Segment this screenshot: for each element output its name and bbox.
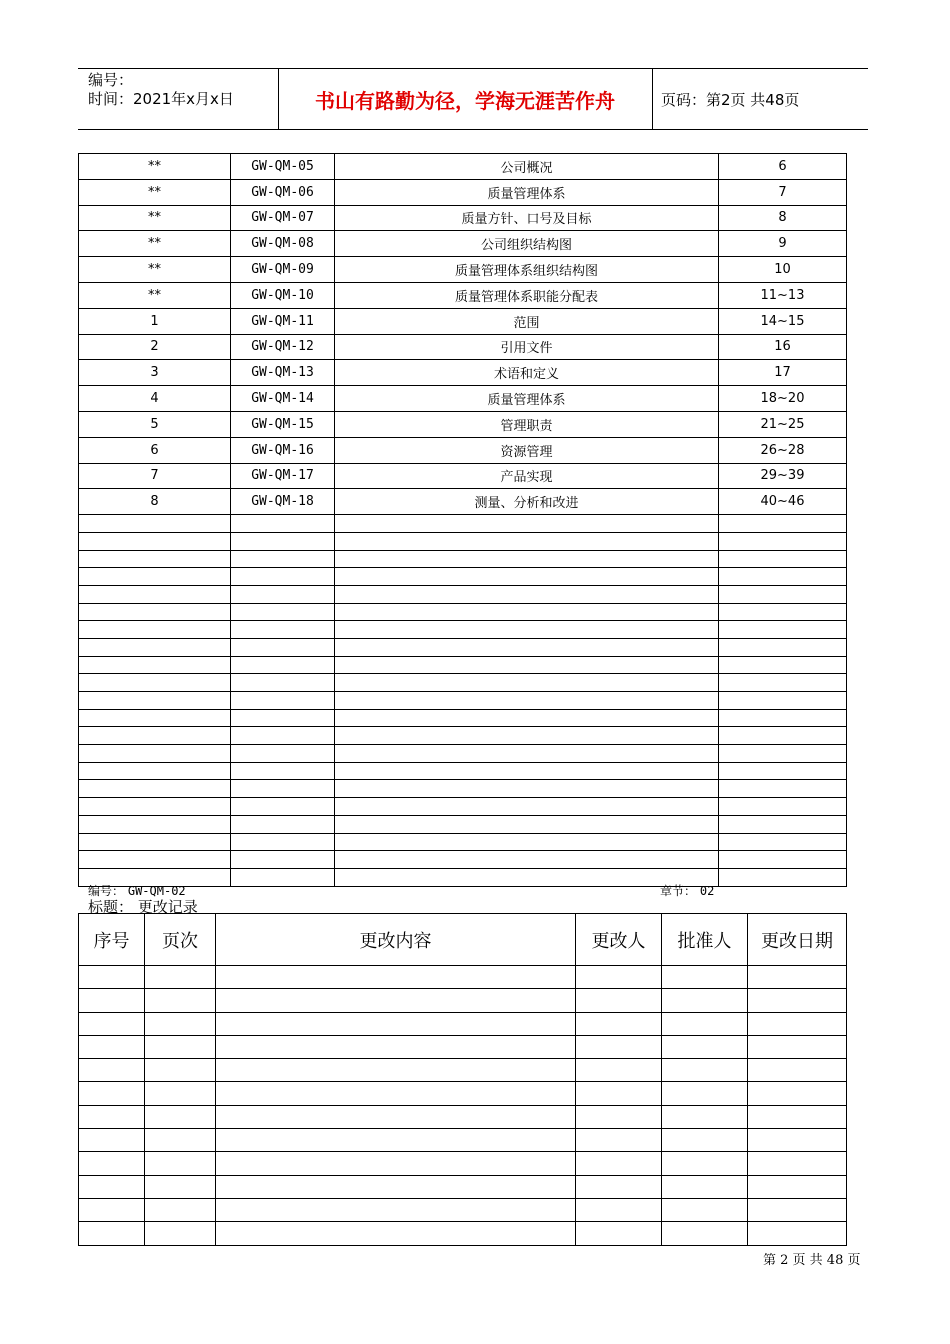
- empty-cell: [79, 727, 231, 745]
- empty-row: [79, 709, 847, 727]
- empty-cell: [335, 762, 719, 780]
- toc-serial: 8: [79, 489, 231, 515]
- change-table-header: [79, 914, 847, 966]
- toc-serial: **: [79, 231, 231, 257]
- empty-cell: [719, 585, 847, 603]
- toc-code: GW-QM-06: [231, 179, 335, 205]
- empty-cell: [79, 1035, 145, 1058]
- toc-serial: 1: [79, 308, 231, 334]
- empty-cell: [79, 621, 231, 639]
- toc-pages: 10: [719, 257, 847, 283]
- empty-cell: [231, 674, 335, 692]
- empty-cell: [79, 745, 231, 763]
- table-row: [79, 179, 847, 205]
- empty-cell: [231, 833, 335, 851]
- empty-cell: [231, 692, 335, 710]
- empty-cell: [335, 621, 719, 639]
- empty-cell: [335, 745, 719, 763]
- empty-cell: [335, 550, 719, 568]
- toc-serial: **: [79, 205, 231, 231]
- empty-cell: [231, 798, 335, 816]
- empty-cell: [79, 656, 231, 674]
- empty-cell: [662, 1082, 748, 1105]
- empty-cell: [79, 585, 231, 603]
- empty-cell: [79, 550, 231, 568]
- header-modifier: 更改人: [576, 914, 662, 966]
- empty-cell: [719, 762, 847, 780]
- empty-cell: [145, 1198, 216, 1221]
- toc-pages: 16: [719, 334, 847, 360]
- header-motto: 书山有路勤为径，学海无涯苦作舟: [315, 88, 615, 113]
- change-table-body: [79, 966, 847, 1246]
- empty-row: [79, 745, 847, 763]
- empty-cell: [216, 1105, 576, 1128]
- table-row: [79, 257, 847, 283]
- toc-pages: 6: [719, 154, 847, 180]
- empty-cell: [145, 1105, 216, 1128]
- empty-cell: [145, 1035, 216, 1058]
- empty-cell: [576, 1059, 662, 1082]
- header-divider: [652, 69, 653, 129]
- empty-cell: [335, 603, 719, 621]
- document-number-value: GW-QM-02: [127, 884, 186, 898]
- header-content: 更改内容: [216, 914, 576, 966]
- toc-serial: 5: [79, 411, 231, 437]
- toc-pages: 17: [719, 360, 847, 386]
- change-row: [79, 1105, 847, 1128]
- toc-code: GW-QM-15: [231, 411, 335, 437]
- empty-cell: [662, 1198, 748, 1221]
- empty-cell: [719, 621, 847, 639]
- empty-cell: [662, 1129, 748, 1152]
- empty-cell: [79, 692, 231, 710]
- toc-serial: 4: [79, 386, 231, 412]
- empty-cell: [335, 815, 719, 833]
- empty-cell: [576, 1035, 662, 1058]
- empty-row: [79, 638, 847, 656]
- table-row: [79, 360, 847, 386]
- empty-cell: [335, 709, 719, 727]
- toc-title: 测量、分析和改进: [335, 489, 719, 515]
- header-date: 更改日期: [748, 914, 847, 966]
- empty-cell: [79, 833, 231, 851]
- empty-cell: [748, 966, 847, 989]
- empty-cell: [662, 1175, 748, 1198]
- empty-cell: [231, 515, 335, 533]
- toc-code: GW-QM-16: [231, 437, 335, 463]
- table-row: [79, 205, 847, 231]
- empty-cell: [662, 1105, 748, 1128]
- toc-code: GW-QM-12: [231, 334, 335, 360]
- empty-cell: [79, 966, 145, 989]
- empty-cell: [662, 1059, 748, 1082]
- header-time-label: 时间：2021年x月x日: [88, 90, 234, 108]
- empty-cell: [662, 989, 748, 1012]
- empty-cell: [335, 568, 719, 586]
- toc-code: GW-QM-17: [231, 463, 335, 489]
- empty-cell: [79, 532, 231, 550]
- empty-cell: [216, 1082, 576, 1105]
- empty-cell: [79, 1012, 145, 1035]
- empty-cell: [231, 656, 335, 674]
- empty-cell: [79, 798, 231, 816]
- empty-cell: [216, 1222, 576, 1245]
- empty-cell: [335, 833, 719, 851]
- empty-row: [79, 621, 847, 639]
- empty-cell: [79, 515, 231, 533]
- empty-cell: [231, 780, 335, 798]
- toc-title: 产品实现: [335, 463, 719, 489]
- toc-serial: 7: [79, 463, 231, 489]
- empty-cell: [231, 621, 335, 639]
- chapter-value: 02: [699, 884, 715, 898]
- header-approver: 批准人: [662, 914, 748, 966]
- empty-cell: [748, 1012, 847, 1035]
- empty-cell: [335, 532, 719, 550]
- toc-code: GW-QM-14: [231, 386, 335, 412]
- empty-cell: [231, 585, 335, 603]
- change-row: [79, 1059, 847, 1082]
- empty-cell: [719, 709, 847, 727]
- empty-cell: [576, 1129, 662, 1152]
- toc-code: GW-QM-18: [231, 489, 335, 515]
- empty-cell: [231, 603, 335, 621]
- empty-cell: [145, 1152, 216, 1175]
- toc-serial: 3: [79, 360, 231, 386]
- header-serial: 序号: [79, 914, 145, 966]
- toc-serial: **: [79, 179, 231, 205]
- empty-cell: [576, 1175, 662, 1198]
- empty-cell: [335, 656, 719, 674]
- empty-row: [79, 868, 847, 886]
- empty-cell: [231, 568, 335, 586]
- empty-row: [79, 762, 847, 780]
- toc-code: GW-QM-13: [231, 360, 335, 386]
- empty-cell: [719, 603, 847, 621]
- empty-row: [79, 674, 847, 692]
- empty-cell: [748, 1105, 847, 1128]
- toc-title: 质量管理体系职能分配表: [335, 282, 719, 308]
- empty-cell: [748, 1175, 847, 1198]
- toc-pages: 11~13: [719, 282, 847, 308]
- empty-cell: [719, 550, 847, 568]
- empty-cell: [719, 851, 847, 869]
- empty-cell: [719, 568, 847, 586]
- header-page-info: 页码：第2页 共48页: [661, 90, 800, 109]
- toc-pages: 26~28: [719, 437, 847, 463]
- empty-cell: [576, 1082, 662, 1105]
- empty-row: [79, 833, 847, 851]
- empty-cell: [335, 515, 719, 533]
- toc-pages: 14~15: [719, 308, 847, 334]
- toc-code: GW-QM-11: [231, 308, 335, 334]
- empty-cell: [719, 798, 847, 816]
- empty-cell: [662, 1035, 748, 1058]
- empty-cell: [719, 656, 847, 674]
- empty-row: [79, 550, 847, 568]
- change-row: [79, 1175, 847, 1198]
- change-row: [79, 1082, 847, 1105]
- empty-cell: [231, 532, 335, 550]
- toc-title: 术语和定义: [335, 360, 719, 386]
- empty-row: [79, 727, 847, 745]
- empty-cell: [576, 1012, 662, 1035]
- empty-cell: [719, 515, 847, 533]
- section-title-value: 更改记录: [137, 898, 198, 916]
- empty-row: [79, 515, 847, 533]
- empty-cell: [748, 1129, 847, 1152]
- empty-cell: [719, 780, 847, 798]
- empty-cell: [719, 868, 847, 886]
- table-row: [79, 489, 847, 515]
- empty-cell: [662, 1222, 748, 1245]
- empty-cell: [216, 966, 576, 989]
- empty-row: [79, 585, 847, 603]
- empty-cell: [748, 989, 847, 1012]
- empty-cell: [79, 638, 231, 656]
- empty-row: [79, 603, 847, 621]
- empty-cell: [216, 1198, 576, 1221]
- table-row: [79, 463, 847, 489]
- header-meta: [88, 71, 234, 109]
- empty-row: [79, 532, 847, 550]
- empty-cell: [719, 815, 847, 833]
- empty-cell: [79, 568, 231, 586]
- toc-pages: 40~46: [719, 489, 847, 515]
- empty-cell: [719, 638, 847, 656]
- toc-title: 质量管理体系: [335, 179, 719, 205]
- table-row: [79, 282, 847, 308]
- empty-row: [79, 798, 847, 816]
- empty-cell: [662, 1152, 748, 1175]
- empty-cell: [216, 989, 576, 1012]
- section-title-label: 标题：: [88, 898, 134, 916]
- empty-cell: [145, 1129, 216, 1152]
- change-row: [79, 1129, 847, 1152]
- empty-cell: [79, 780, 231, 798]
- empty-cell: [748, 1222, 847, 1245]
- change-row: [79, 989, 847, 1012]
- empty-cell: [79, 1198, 145, 1221]
- empty-cell: [748, 1035, 847, 1058]
- empty-cell: [79, 603, 231, 621]
- empty-cell: [216, 1129, 576, 1152]
- contents-table-body: [79, 154, 847, 887]
- toc-pages: 18~20: [719, 386, 847, 412]
- empty-row: [79, 692, 847, 710]
- empty-cell: [79, 1129, 145, 1152]
- empty-cell: [719, 674, 847, 692]
- table-row: [79, 334, 847, 360]
- toc-serial: **: [79, 257, 231, 283]
- empty-cell: [79, 1082, 145, 1105]
- empty-row: [79, 780, 847, 798]
- empty-cell: [79, 1105, 145, 1128]
- empty-cell: [231, 550, 335, 568]
- empty-cell: [79, 709, 231, 727]
- chapter: [660, 882, 714, 899]
- empty-cell: [719, 727, 847, 745]
- empty-cell: [748, 1082, 847, 1105]
- toc-code: GW-QM-07: [231, 205, 335, 231]
- change-row: [79, 966, 847, 989]
- toc-pages: 9: [719, 231, 847, 257]
- toc-code: GW-QM-09: [231, 257, 335, 283]
- empty-cell: [335, 585, 719, 603]
- toc-pages: 21~25: [719, 411, 847, 437]
- document-number-label: 编号：: [88, 884, 125, 898]
- empty-cell: [145, 966, 216, 989]
- toc-title: 管理职责: [335, 411, 719, 437]
- empty-cell: [231, 709, 335, 727]
- empty-cell: [335, 727, 719, 745]
- empty-cell: [662, 966, 748, 989]
- empty-cell: [576, 989, 662, 1012]
- empty-row: [79, 815, 847, 833]
- empty-cell: [576, 966, 662, 989]
- empty-cell: [79, 815, 231, 833]
- change-row: [79, 1222, 847, 1245]
- header-page: 页次: [145, 914, 216, 966]
- toc-serial: 6: [79, 437, 231, 463]
- empty-cell: [216, 1152, 576, 1175]
- change-row: [79, 1198, 847, 1221]
- empty-cell: [748, 1198, 847, 1221]
- change-record-table: [78, 913, 847, 1246]
- empty-cell: [335, 780, 719, 798]
- toc-pages: 7: [719, 179, 847, 205]
- empty-cell: [748, 1152, 847, 1175]
- empty-cell: [231, 745, 335, 763]
- empty-cell: [719, 532, 847, 550]
- table-row: [79, 411, 847, 437]
- empty-cell: [79, 1152, 145, 1175]
- table-row: [79, 386, 847, 412]
- change-row: [79, 1152, 847, 1175]
- empty-cell: [79, 1059, 145, 1082]
- table-row: [79, 308, 847, 334]
- empty-cell: [231, 868, 335, 886]
- empty-cell: [576, 1105, 662, 1128]
- table-row: [79, 437, 847, 463]
- empty-cell: [748, 1059, 847, 1082]
- toc-code: GW-QM-05: [231, 154, 335, 180]
- toc-code: GW-QM-10: [231, 282, 335, 308]
- empty-cell: [231, 727, 335, 745]
- empty-cell: [335, 851, 719, 869]
- empty-cell: [145, 1012, 216, 1035]
- empty-cell: [79, 851, 231, 869]
- toc-title: 引用文件: [335, 334, 719, 360]
- table-row: [79, 154, 847, 180]
- empty-cell: [216, 1012, 576, 1035]
- empty-cell: [79, 674, 231, 692]
- toc-title: 公司组织结构图: [335, 231, 719, 257]
- empty-cell: [145, 1222, 216, 1245]
- empty-cell: [216, 1035, 576, 1058]
- toc-title: 资源管理: [335, 437, 719, 463]
- empty-cell: [216, 1059, 576, 1082]
- contents-table: [78, 153, 847, 887]
- empty-cell: [79, 762, 231, 780]
- empty-cell: [79, 1222, 145, 1245]
- empty-cell: [576, 1222, 662, 1245]
- toc-serial: 2: [79, 334, 231, 360]
- change-row: [79, 1035, 847, 1058]
- empty-cell: [662, 1012, 748, 1035]
- toc-title: 质量管理体系组织结构图: [335, 257, 719, 283]
- empty-cell: [231, 815, 335, 833]
- empty-cell: [79, 1175, 145, 1198]
- toc-serial: **: [79, 154, 231, 180]
- empty-cell: [576, 1198, 662, 1221]
- toc-title: 质量管理体系: [335, 386, 719, 412]
- toc-title: 公司概况: [335, 154, 719, 180]
- toc-pages: 8: [719, 205, 847, 231]
- toc-title: 质量方针、口号及目标: [335, 205, 719, 231]
- empty-cell: [145, 1059, 216, 1082]
- empty-cell: [145, 1175, 216, 1198]
- empty-cell: [719, 692, 847, 710]
- toc-code: GW-QM-08: [231, 231, 335, 257]
- empty-cell: [335, 638, 719, 656]
- empty-cell: [576, 1152, 662, 1175]
- empty-cell: [145, 989, 216, 1012]
- empty-cell: [216, 1175, 576, 1198]
- empty-row: [79, 568, 847, 586]
- empty-cell: [231, 638, 335, 656]
- empty-row: [79, 851, 847, 869]
- empty-cell: [79, 989, 145, 1012]
- empty-cell: [719, 833, 847, 851]
- chapter-label: 章节：: [660, 884, 697, 898]
- change-row: [79, 1012, 847, 1035]
- empty-cell: [145, 1082, 216, 1105]
- page-footer: 第 2 页 共 48 页: [763, 1253, 861, 1268]
- page-header: [78, 68, 868, 130]
- empty-cell: [719, 745, 847, 763]
- empty-cell: [335, 692, 719, 710]
- toc-pages: 29~39: [719, 463, 847, 489]
- toc-title: 范围: [335, 308, 719, 334]
- empty-row: [79, 656, 847, 674]
- empty-cell: [335, 798, 719, 816]
- header-number-label: 编号：: [88, 71, 134, 89]
- table-row: [79, 231, 847, 257]
- toc-serial: **: [79, 282, 231, 308]
- empty-cell: [231, 762, 335, 780]
- empty-cell: [335, 674, 719, 692]
- empty-cell: [231, 851, 335, 869]
